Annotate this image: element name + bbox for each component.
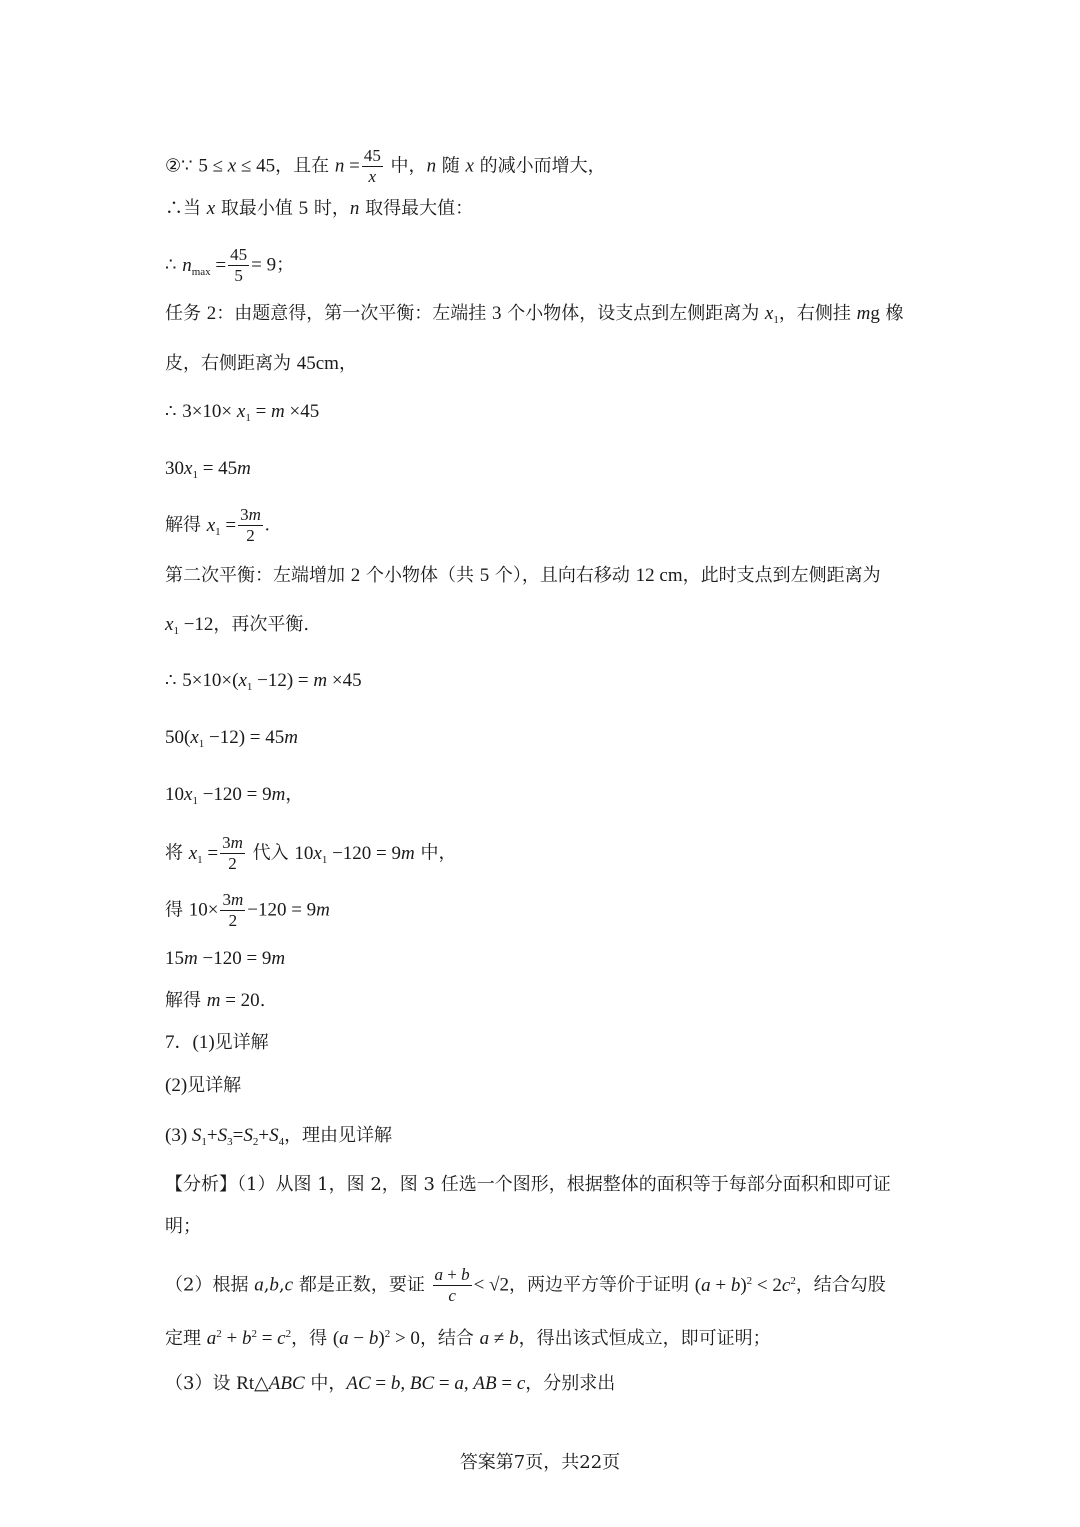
line-15: 得 10× $\frac{3m}{2}$ −120 = 9m <box>165 890 330 930</box>
line-16: 15m −120 = 9m <box>165 948 286 969</box>
line-2: ∴当 x 取最小值 5 时，n 取得最大值： <box>165 198 474 219</box>
line-8: 解得 $x_1$ = $\frac{3m}{2}$ . <box>165 505 270 545</box>
line-12: $50(x_1 -12) = 45m$ <box>165 727 299 750</box>
line-25: （3）设 Rt△ABC 中，AC = b, BC = a, AB = c，分别求出 <box>165 1373 616 1394</box>
line-5: 皮，右侧距离为 45cm， <box>165 353 357 374</box>
line-13: $10x_1 -120 = 9m$， <box>165 784 304 807</box>
line-7: $30x_1 = 45m$ <box>165 458 251 481</box>
line-3: ∴ $n_{max}$ = $\frac{45}{5}$ = 9； <box>165 245 295 285</box>
line-18: 7．(1)见详解 <box>165 1032 269 1053</box>
line-21: 【分析】（1）从图 1，图 2，图 3 任选一个图形，根据整体的面积等于每部分面积和即可证 <box>165 1174 891 1195</box>
line-24: 定理 $a^2 + b^2 = c^2$，得 $(a - b)^2 > 0$，结合 a ≠ b，得出该式恒成立，即可证明； <box>165 1328 771 1349</box>
line-4: 任务 2：由题意得，第一次平衡：左端挂 3 个小物体，设支点到左侧距离为 $x_1$，右侧挂 mg 橡 <box>165 303 904 326</box>
line-9: 第二次平衡：左端增加 2 个小物体（共 5 个），且向右移动 12 cm，此时支点到左侧距离为 <box>165 565 881 586</box>
line-1: ②∵ 5 ≤ x ≤ 45，且在 n = $\frac{45}{x}$ 中，n 随 x 的减小而增大， <box>165 146 606 186</box>
line-22: 明； <box>165 1216 201 1237</box>
line-14: 将 $x_1$ = $\frac{3m}{2}$ 代入 $10x_1 -120 = 9m$ 中， <box>165 833 457 873</box>
page-footer: 答案第7页，共22页 <box>459 1452 621 1473</box>
line-6: ∴ $3\times 10\times x_1 = m \times 45$ <box>165 401 320 424</box>
line-23: （2）根据 a,b,c 都是正数，要证 $\frac{a + b}{c}$ < √2，两边平方等价于证明 $(a + b)^2 < 2c^2$，结合勾股 <box>165 1265 886 1305</box>
line-17: 解得 m = 20. <box>165 990 266 1011</box>
line-10: $x_1 -12$，再次平衡. <box>165 614 310 637</box>
line-11: ∴ $5\times 10\times(x_1 -12) = m \times 45$ <box>165 670 362 693</box>
line-20: (3) $S_1+S_3=S_2+S_4$，理由见详解 <box>165 1125 393 1148</box>
line-19: (2)见详解 <box>165 1075 242 1096</box>
